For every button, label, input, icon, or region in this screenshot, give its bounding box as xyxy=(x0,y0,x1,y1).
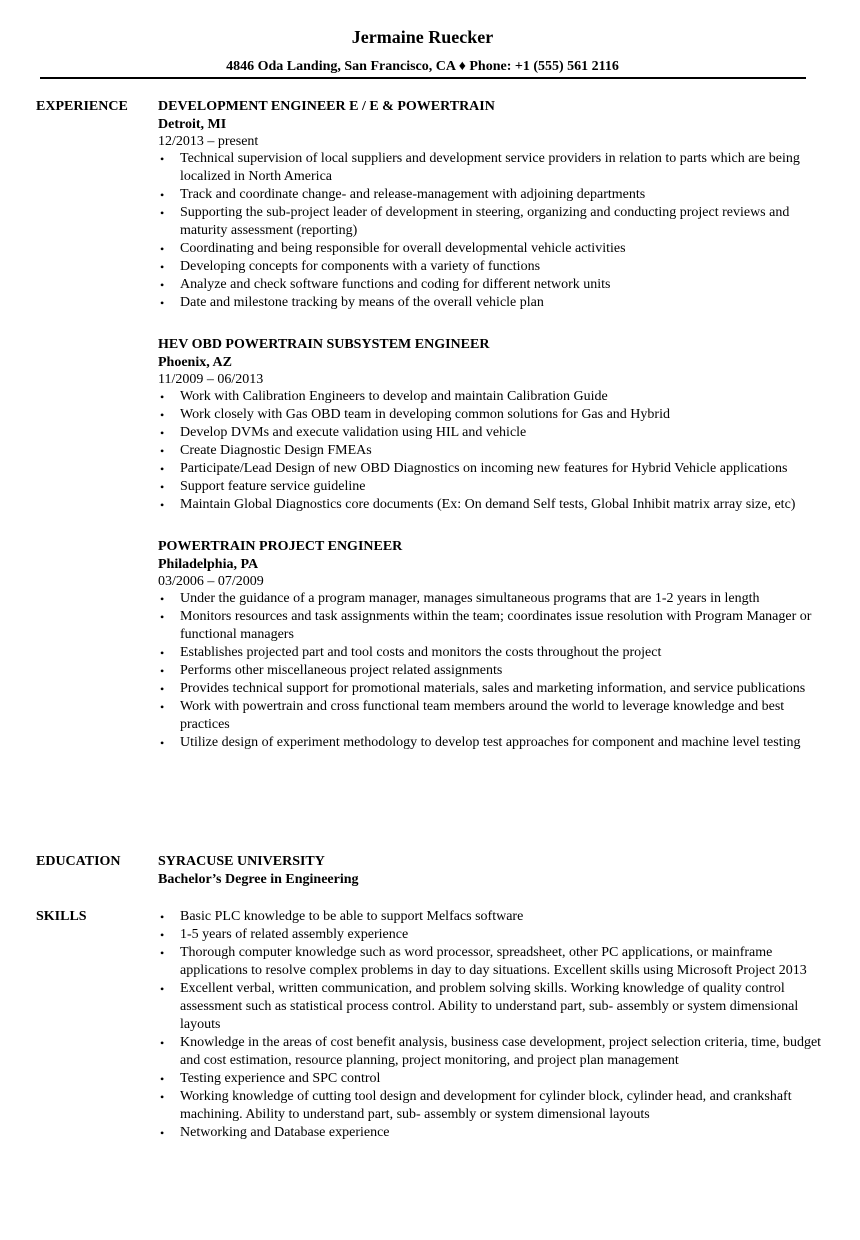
bullet-item xyxy=(158,680,823,698)
bullet-dot-icon: • xyxy=(160,1036,165,1050)
bullet-dot-icon: • xyxy=(160,444,165,458)
bullet-text: Work with Calibration Engineers to develop and maintain Calibration Guide xyxy=(180,389,608,404)
bullet-item xyxy=(158,388,823,406)
bullet-text: Testing experience and SPC control xyxy=(180,1071,381,1086)
bullet-dot-icon: • xyxy=(160,982,165,996)
bullet-item xyxy=(158,276,823,294)
bullet-text: Working knowledge of cutting tool design and development for cylinder block, cylinder head, and crankshaft machining. Ability to understand part, sub- assembly or system dimensional layouts xyxy=(180,1089,792,1122)
bullet-item xyxy=(158,186,823,204)
bullet-text: Analyze and check software functions and coding for different network units xyxy=(180,277,611,292)
candidate-name: Jermaine Ruecker xyxy=(351,27,494,47)
bullet-text: Knowledge in the areas of cost benefit analysis, business case development, project selection criteria, time, budget and cost estimation, resource planning, project monitoring, and project plan management xyxy=(180,1035,822,1068)
bullet-text: Work closely with Gas OBD team in developing common solutions for Gas and Hybrid xyxy=(180,407,670,422)
job-entry xyxy=(158,336,823,514)
bullet-dot-icon: • xyxy=(160,928,165,942)
bullet-item xyxy=(158,1034,823,1070)
bullet-item xyxy=(158,662,823,680)
job-title: HEV OBD POWERTRAIN SUBSYSTEM ENGINEER xyxy=(158,337,490,352)
bullet-item xyxy=(158,204,823,240)
bullet-text: Utilize design of experiment methodology to develop test approaches for component and machine level testing xyxy=(180,735,801,750)
bullet-text: Work with powertrain and cross functional team members around the world to leverage knowledge and best practices xyxy=(180,699,785,732)
contact-line: 4846 Oda Landing, San Francisco, CA ♦ Phone: +1 (555) 561 2116 xyxy=(226,59,619,74)
job-title: POWERTRAIN PROJECT ENGINEER xyxy=(158,539,403,554)
bullet-item xyxy=(158,478,823,496)
bullet-dot-icon: • xyxy=(160,152,165,166)
job-location: Phoenix, AZ xyxy=(158,355,232,370)
bullet-item xyxy=(158,944,823,980)
bullet-text: Thorough computer knowledge such as word processor, spreadsheet, other PC applications, or mainframe applications to resolve complex problems in day to day situations. Excellent skills using Microsoft Project 2013 xyxy=(180,945,807,978)
job-dates: 12/2013 – present xyxy=(158,134,259,149)
bullet-dot-icon: • xyxy=(160,682,165,696)
bullet-dot-icon: • xyxy=(160,278,165,292)
bullet-text: Establishes projected part and tool costs and monitors the costs throughout the project xyxy=(180,645,662,660)
bullet-text: Coordinating and being responsible for overall developmental vehicle activities xyxy=(180,241,626,256)
bullet-dot-icon: • xyxy=(160,736,165,750)
job-location: Philadelphia, PA xyxy=(158,557,259,572)
bullet-dot-icon: • xyxy=(160,910,165,924)
bullet-item xyxy=(158,698,823,734)
bullet-dot-icon: • xyxy=(160,462,165,476)
job-dates: 03/2006 – 07/2009 xyxy=(158,574,264,589)
job-dates: 11/2009 – 06/2013 xyxy=(158,372,264,387)
bullet-text: Participate/Lead Design of new OBD Diagnostics on incoming new features for Hybrid Vehicle applications xyxy=(180,461,788,476)
bullet-dot-icon: • xyxy=(160,1090,165,1104)
section-label-experience: EXPERIENCE xyxy=(36,99,128,114)
bullet-dot-icon: • xyxy=(160,646,165,660)
bullet-item xyxy=(158,240,823,258)
job-duties xyxy=(158,150,823,312)
bullet-text: Basic PLC knowledge to be able to support Melfacs software xyxy=(180,909,524,924)
bullet-text: Developing concepts for components with a variety of functions xyxy=(180,259,541,274)
bullet-item xyxy=(158,926,823,944)
bullet-item xyxy=(158,150,823,186)
header-divider xyxy=(40,77,806,79)
bullet-item xyxy=(158,908,823,926)
school-name: SYRACUSE UNIVERSITY xyxy=(158,854,325,869)
job-location: Detroit, MI xyxy=(158,117,227,132)
bullet-text: Technical supervision of local suppliers and development service providers in relation to parts which are being localized in North America xyxy=(180,151,800,184)
bullet-item xyxy=(158,460,823,478)
bullet-dot-icon: • xyxy=(160,498,165,512)
bullet-dot-icon: • xyxy=(160,408,165,422)
bullet-text: Support feature service guideline xyxy=(180,479,366,494)
bullet-item xyxy=(158,734,823,752)
job-entry xyxy=(158,98,823,312)
bullet-text: Provides technical support for promotional materials, sales and marketing information, and service publications xyxy=(180,681,806,696)
bullet-dot-icon: • xyxy=(160,610,165,624)
bullet-text: Networking and Database experience xyxy=(180,1125,390,1140)
bullet-text: 1-5 years of related assembly experience xyxy=(180,927,409,942)
bullet-dot-icon: • xyxy=(160,700,165,714)
job-duties xyxy=(158,590,823,752)
job-duties xyxy=(158,388,823,514)
bullet-item xyxy=(158,294,823,312)
bullet-item xyxy=(158,406,823,424)
bullet-dot-icon: • xyxy=(160,1072,165,1086)
bullet-item xyxy=(158,496,823,514)
bullet-item xyxy=(158,1124,823,1142)
bullet-text: Excellent verbal, written communication, and problem solving skills. Working knowledge of quality control assessment such as statistical process control. Ability to understand part, sub- assembly or system dimensional layouts xyxy=(180,981,799,1032)
section-label-education: EDUCATION xyxy=(36,854,121,869)
bullet-dot-icon: • xyxy=(160,946,165,960)
bullet-text: Monitors resources and task assignments within the team; coordinates issue resolution with Program Manager or functional managers xyxy=(180,609,812,642)
bullet-text: Track and coordinate change- and release-management with adjoining departments xyxy=(180,187,646,202)
degree: Bachelor’s Degree in Engineering xyxy=(158,872,359,887)
bullet-text: Develop DVMs and execute validation using HIL and vehicle xyxy=(180,425,527,440)
bullet-dot-icon: • xyxy=(160,206,165,220)
bullet-dot-icon: • xyxy=(160,426,165,440)
bullet-item xyxy=(158,980,823,1034)
resume-header xyxy=(0,25,845,76)
bullet-dot-icon: • xyxy=(160,592,165,606)
section-label-skills: SKILLS xyxy=(36,909,87,924)
bullet-dot-icon: • xyxy=(160,390,165,404)
bullet-dot-icon: • xyxy=(160,188,165,202)
bullet-item xyxy=(158,1070,823,1088)
bullet-item xyxy=(158,608,823,644)
bullet-dot-icon: • xyxy=(160,260,165,274)
bullet-dot-icon: • xyxy=(160,296,165,310)
job-title: DEVELOPMENT ENGINEER E / E & POWERTRAIN xyxy=(158,99,495,114)
experience-list xyxy=(158,98,823,767)
skills-bullets xyxy=(158,908,823,1142)
bullet-dot-icon: • xyxy=(160,1126,165,1140)
bullet-item xyxy=(158,424,823,442)
bullet-text: Date and milestone tracking by means of the overall vehicle plan xyxy=(180,295,544,310)
job-entry xyxy=(158,538,823,752)
bullet-dot-icon: • xyxy=(160,242,165,256)
education-entry xyxy=(158,853,823,889)
bullet-item xyxy=(158,644,823,662)
skills-list xyxy=(158,908,823,1142)
bullet-item xyxy=(158,1088,823,1124)
bullet-text: Create Diagnostic Design FMEAs xyxy=(180,443,372,458)
bullet-text: Supporting the sub-project leader of development in steering, organizing and conducting project reviews and maturity assessment (reporting) xyxy=(180,205,790,238)
bullet-dot-icon: • xyxy=(160,480,165,494)
bullet-text: Maintain Global Diagnostics core documents (Ex: On demand Self tests, Global Inhibit matrix array size, etc) xyxy=(180,497,796,512)
bullet-dot-icon: • xyxy=(160,664,165,678)
bullet-item xyxy=(158,258,823,276)
bullet-text: Performs other miscellaneous project related assignments xyxy=(180,663,503,678)
bullet-text: Under the guidance of a program manager, manages simultaneous programs that are 1-2 years in length xyxy=(180,591,760,606)
bullet-item xyxy=(158,442,823,460)
bullet-item xyxy=(158,590,823,608)
